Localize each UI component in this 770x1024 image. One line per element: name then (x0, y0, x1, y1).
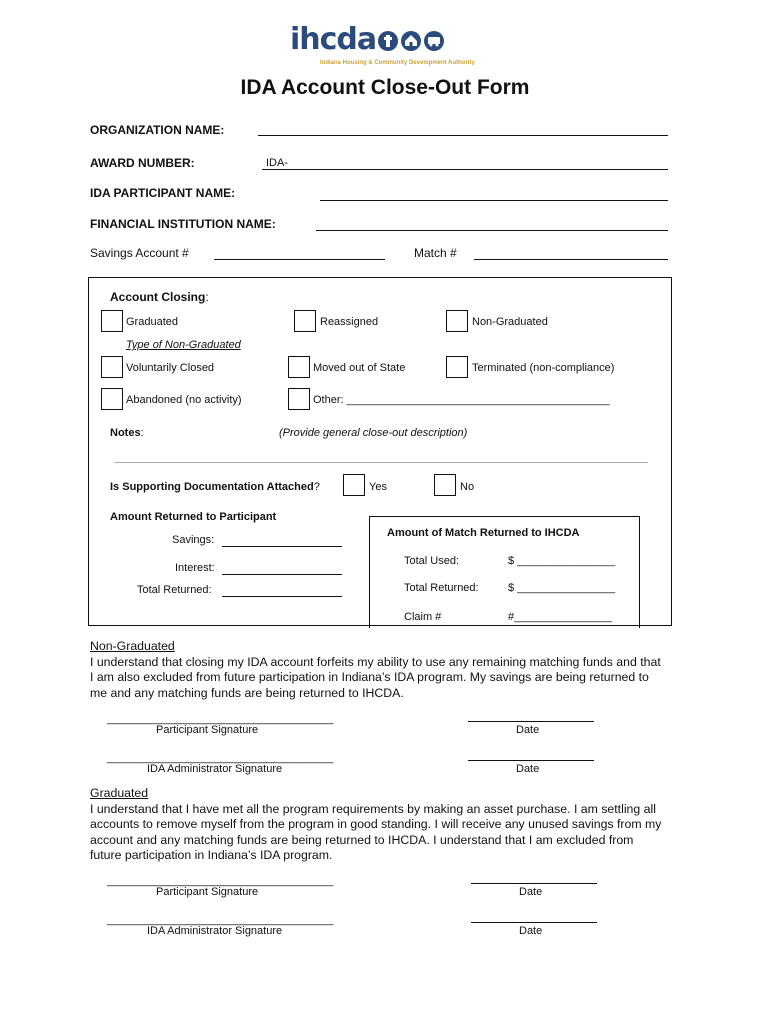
reassigned-checkbox[interactable] (294, 310, 316, 332)
terminated-label: Terminated (non-compliance) (472, 362, 615, 374)
moved-out-label: Moved out of State (313, 362, 406, 374)
notes-label-colon: : (140, 427, 144, 439)
logo-subtitle: Indiana Housing & Community Development Authority (320, 60, 475, 66)
supporting-doc-question-text: Is Supporting Documentation Attached (110, 481, 314, 493)
g-participant-date-label: Date (519, 886, 543, 898)
terminated-checkbox[interactable] (446, 356, 468, 378)
non-graduated-checkbox[interactable] (446, 310, 468, 332)
award-prefix: IDA- (266, 157, 288, 169)
graduated-checkbox[interactable] (101, 310, 123, 332)
non-graduated-text-line-3: me and any matching funds are being returned to IHCDA. (90, 685, 404, 700)
g-participant-date-line[interactable] (471, 883, 597, 884)
supporting-doc-question-mark: ? (313, 481, 320, 493)
claim-label: Claim # (404, 611, 442, 623)
ihcda-logo (290, 22, 475, 72)
graduated-text-line-2: accounts to remove myself from the program in good standing. I will receive any unused savings from my (90, 817, 662, 831)
total-returned-label: Total Returned: (137, 584, 212, 596)
match-label: Match # (414, 246, 457, 260)
participant-name-label: IDA PARTICIPANT NAME: (90, 186, 236, 200)
interest-label: Interest: (175, 562, 215, 574)
interest-field[interactable] (222, 574, 342, 575)
no-label: No (460, 481, 475, 493)
g-admin-date-label: Date (519, 925, 543, 937)
total-used-field[interactable]: $ ________________ (508, 555, 616, 567)
ng-participant-date-label: Date (516, 724, 540, 736)
total-used-label: Total Used: (404, 555, 460, 567)
other-label: Other: ___________________________________________ (313, 394, 610, 406)
non-graduated-text-line-2: I am also excluded from future participation in Indiana’s IDA program. My savings are being returned to (90, 670, 649, 684)
savings-account-label: Savings Account # (90, 246, 189, 260)
other-checkbox[interactable] (288, 388, 310, 410)
non-graduated-text-line-1: I understand that closing my IDA account forfeits my ability to use any remaining matching funds and that (90, 654, 661, 669)
g-admin-date-line[interactable] (471, 922, 597, 923)
bus-icon (424, 31, 444, 51)
g-participant-signature-label: Participant Signature (156, 886, 259, 898)
type-of-non-graduated-heading: Type of Non-Graduated (126, 339, 241, 351)
voluntarily-closed-checkbox[interactable] (101, 356, 123, 378)
award-number-field[interactable] (262, 169, 668, 170)
house-icon (401, 31, 421, 51)
graduated-text-line-3: account and any matching funds are being returned to IHCDA. I understand that I am excluded from (90, 832, 634, 847)
notes-label-text: Notes (110, 427, 141, 439)
yes-label: Yes (369, 481, 387, 493)
yes-checkbox[interactable] (343, 474, 365, 496)
abandoned-label: Abandoned (no activity) (126, 394, 242, 406)
graduated-text-line-4: future participation in Indiana’s IDA program. (90, 848, 333, 862)
g-admin-signature-line[interactable]: _____________________________________ (107, 914, 334, 926)
financial-institution-label: FINANCIAL INSTITUTION NAME: (90, 217, 276, 231)
non-graduated-heading: Non-Graduated (90, 639, 175, 653)
dollar-icon (378, 31, 398, 51)
ng-participant-signature-line[interactable]: _____________________________________ (107, 713, 334, 725)
claim-field[interactable]: #________________ (508, 611, 613, 623)
graduated-heading: Graduated (90, 786, 149, 800)
non-graduated-label: Non-Graduated (472, 316, 548, 328)
match-total-returned-label: Total Returned: (404, 582, 479, 594)
match-returned-heading: Amount of Match Returned to IHCDA (387, 527, 580, 539)
g-participant-signature-line[interactable]: _____________________________________ (107, 875, 334, 887)
ng-participant-date-line[interactable] (468, 721, 594, 722)
notes-hint: (Provide general close-out description) (279, 427, 468, 439)
ng-admin-signature-line[interactable]: _____________________________________ (107, 752, 334, 764)
graduated-text-line-1: I understand that I have met all the program requirements by making an asset purchase. I am settling all (90, 801, 656, 816)
reassigned-label: Reassigned (320, 316, 379, 328)
match-total-returned-field[interactable]: $ ________________ (508, 582, 616, 594)
non-graduated-section (90, 639, 690, 701)
account-closing-heading (110, 290, 209, 304)
logo-wordmark: ihcda (290, 22, 377, 57)
account-closing-heading-text: Account Closing (110, 290, 206, 304)
organization-name-label: ORGANIZATION NAME: (90, 123, 225, 137)
graduated-label: Graduated (126, 316, 178, 328)
g-admin-signature-label: IDA Administrator Signature (147, 925, 283, 937)
ng-admin-signature-label: IDA Administrator Signature (147, 763, 283, 775)
ng-participant-signature-label: Participant Signature (156, 724, 259, 736)
amount-returned-heading: Amount Returned to Participant (110, 511, 277, 523)
organization-name-field[interactable] (258, 135, 668, 136)
financial-institution-field[interactable] (316, 230, 668, 231)
notes-label (110, 427, 144, 439)
notes-divider[interactable] (114, 462, 648, 463)
participant-name-field[interactable] (320, 200, 668, 201)
savings-field[interactable] (222, 546, 342, 547)
no-checkbox[interactable] (434, 474, 456, 496)
match-field[interactable] (474, 259, 668, 260)
ng-admin-date-line[interactable] (468, 760, 594, 761)
graduated-section (90, 786, 690, 864)
savings-account-field[interactable] (214, 259, 385, 260)
abandoned-checkbox[interactable] (101, 388, 123, 410)
page-title: IDA Account Close-Out Form (240, 76, 530, 99)
total-returned-field[interactable] (222, 596, 342, 597)
award-number-label: AWARD NUMBER: (90, 156, 195, 170)
moved-out-checkbox[interactable] (288, 356, 310, 378)
ng-admin-date-label: Date (516, 763, 540, 775)
supporting-doc-question (110, 481, 320, 493)
voluntarily-closed-label: Voluntarily Closed (126, 362, 215, 374)
account-closing-heading-colon: : (205, 290, 209, 304)
savings-label: Savings: (172, 534, 215, 546)
